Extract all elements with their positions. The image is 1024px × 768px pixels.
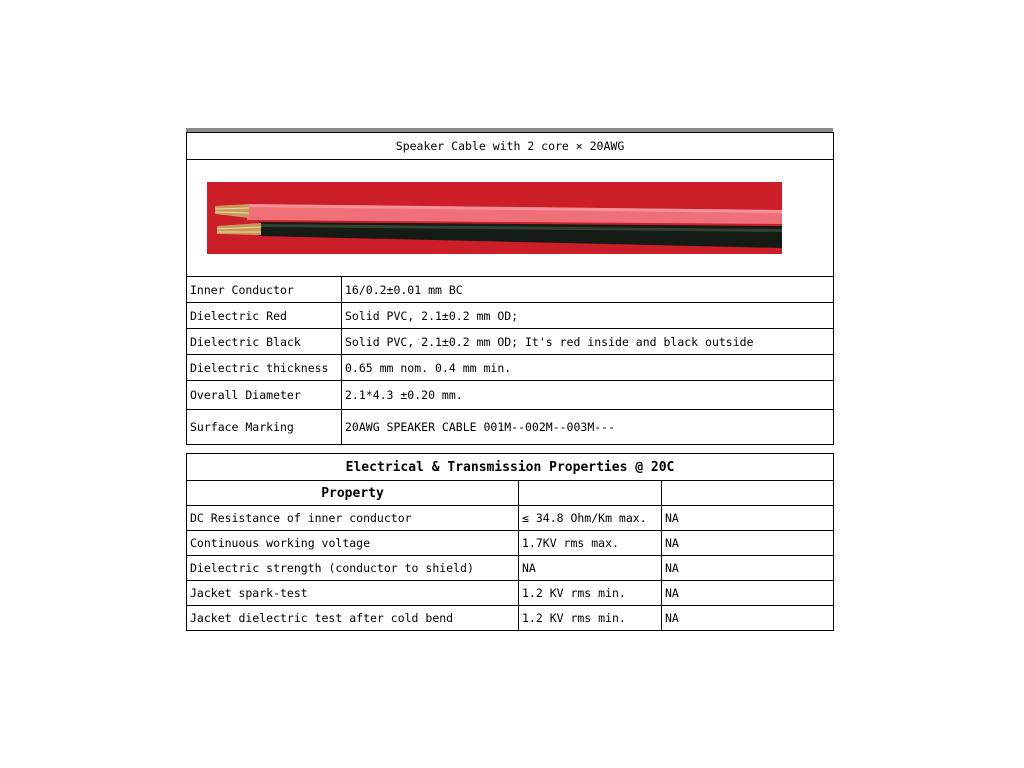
- extra-header: [662, 481, 834, 506]
- sheet-title: Speaker Cable with 2 core × 20AWG: [187, 133, 834, 160]
- spec-label: Surface Marking: [187, 410, 342, 445]
- property-row: [187, 506, 834, 531]
- property-row: [187, 531, 834, 556]
- cable-photo-cell: [187, 160, 834, 277]
- spec-value: 16/0.2±0.01 mm BC: [342, 277, 834, 303]
- electrical-table: [186, 453, 834, 631]
- property-row: [187, 581, 834, 606]
- property-name: Continuous working voltage: [187, 531, 519, 556]
- property-value: 1.7KV rms max.: [519, 531, 662, 556]
- spec-value: Solid PVC, 2.1±0.2 mm OD;: [342, 303, 834, 329]
- spec-label: Dielectric Black: [187, 329, 342, 355]
- spec-row: [187, 303, 834, 329]
- property-name: DC Resistance of inner conductor: [187, 506, 519, 531]
- spec-label: Dielectric Red: [187, 303, 342, 329]
- value-header: [519, 481, 662, 506]
- property-value: 1.2 KV rms min.: [519, 581, 662, 606]
- property-extra: NA: [662, 606, 834, 631]
- cable-photo: [207, 182, 782, 254]
- spec-table: [186, 132, 834, 445]
- spec-row: [187, 277, 834, 303]
- spec-value: 20AWG SPEAKER CABLE 001M--002M--003M---: [342, 410, 834, 445]
- spec-value: 0.65 mm nom. 0.4 mm min.: [342, 355, 834, 381]
- property-value: NA: [519, 556, 662, 581]
- spec-value: Solid PVC, 2.1±0.2 mm OD; It's red inside and black outside: [342, 329, 834, 355]
- spec-label: Inner Conductor: [187, 277, 342, 303]
- spec-label: Dielectric thickness: [187, 355, 342, 381]
- property-extra: NA: [662, 556, 834, 581]
- property-header: Property: [187, 481, 519, 506]
- spec-row: [187, 329, 834, 355]
- electrical-title: Electrical & Transmission Properties @ 20C: [187, 454, 834, 481]
- property-extra: NA: [662, 506, 834, 531]
- spec-label: Overall Diameter: [187, 381, 342, 410]
- property-name: Jacket dielectric test after cold bend: [187, 606, 519, 631]
- spec-row: [187, 410, 834, 445]
- property-extra: NA: [662, 581, 834, 606]
- property-row: [187, 606, 834, 631]
- property-value: ≤ 34.8 Ohm/Km max.: [519, 506, 662, 531]
- property-name: Jacket spark-test: [187, 581, 519, 606]
- property-name: Dielectric strength (conductor to shield): [187, 556, 519, 581]
- property-value: 1.2 KV rms min.: [519, 606, 662, 631]
- spec-row: [187, 381, 834, 410]
- spec-sheet: [186, 128, 833, 631]
- property-row: [187, 556, 834, 581]
- spec-row: [187, 355, 834, 381]
- property-extra: NA: [662, 531, 834, 556]
- spec-value: 2.1*4.3 ±0.20 mm.: [342, 381, 834, 410]
